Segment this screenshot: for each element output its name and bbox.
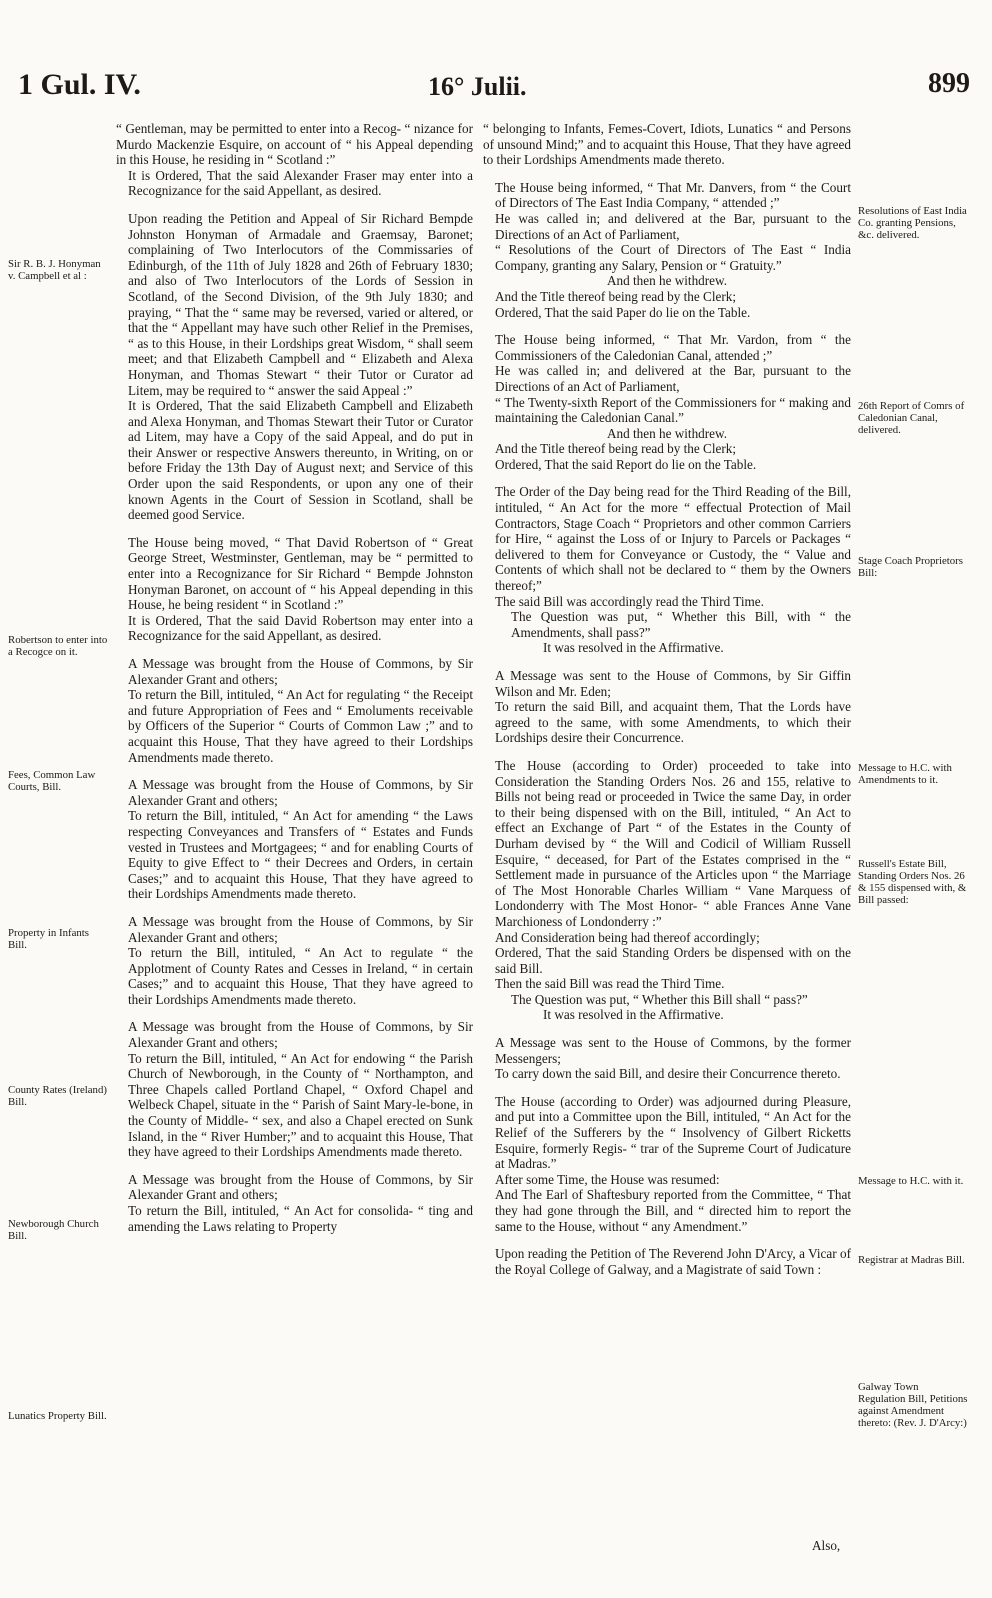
paragraph: The Question was put, “ Whether this Bill shall “ pass?” (511, 991, 808, 1007)
margin-note: Message to H.C. with Amendments to it. (858, 762, 952, 786)
paragraph: It is Ordered, That the said Alexander Fraser may enter into a Recognizance for the said Appellant, as desired. (128, 167, 473, 199)
paragraph: To return the said Bill, and acquaint them, That the Lords have agreed to the same, with some Amendments, to which their Lordships desire their Concurrence. (495, 699, 851, 746)
margin-note: 26th Report of Comrs of Caledonian Canal, delivered. (858, 400, 965, 436)
catchword: Also, (812, 1538, 841, 1553)
margin-note: Registrar at Madras Bill. (858, 1254, 965, 1266)
page-number: 899 (928, 68, 970, 99)
paragraph: A Message was brought from the House of Commons, by Sir Alexander Grant and others; (128, 777, 473, 808)
paragraph: And the Title thereof being read by the Clerk; (495, 288, 736, 304)
margin-note: Galway Town Regulation Bill, Petitions against Amendment thereto: (Rev. J. D'Arcy:) (858, 1381, 968, 1429)
margin-note: Russell's Estate Bill, Standing Orders Nos. 26 & 155 dispensed with, & Bill passed: (858, 858, 967, 906)
paragraph: The said Bill was accordingly read the Third Time. (495, 593, 764, 609)
header-left: 1 Gul. IV. (18, 68, 141, 101)
paragraph: The Order of the Day being read for the Third Reading of the Bill, intituled, “ An Act for the more “ effectual Protection of Mail Contractors, Stage Coach “ Proprietors and other common Carriers for Hire, “ against the Loss of or Injury to Parcels or Packages “ delivered to them for Conveyance or Custody, the “ Value and Contents of which shall not be declared to “ them by the Owners thereof;” (495, 484, 851, 594)
right-column (483, 121, 851, 1277)
paragraph: Ordered, That the said Paper do lie on the Table. (495, 304, 751, 320)
paragraph: Upon reading the Petition of The Reverend John D'Arcy, a Vicar of the Royal College of Galway, and a Magistrate of said Town : (495, 1246, 851, 1277)
paragraph: “ Resolutions of the Court of Directors of The East “ India Company, granting any Salary, Pension or “ Gratuity.” (495, 242, 851, 273)
margin-note: Resolutions of East India Co. granting Pensions, &c. delivered. (858, 205, 967, 241)
paragraph: Then the said Bill was read the Third Time. (495, 976, 725, 992)
paragraph: And then he withdrew. (606, 273, 727, 289)
paragraph: To return the Bill, intituled, “ An Act for consolida- “ ting and amending the Laws relating to Property (128, 1203, 473, 1234)
paragraph: He was called in; and delivered at the Bar, pursuant to the Directions of an Act of Parliament, (495, 210, 851, 242)
paragraph: The House (according to Order) proceeded to take into Consideration the Standing Orders Nos. 26 and 155, relative to Bills not being read or proceeded in Twice the same Day, in order to their being dispensed with on the Bill, intituled, “ An Act to effect an Exchange of Part “ of the Estates in the County of Durham devised by “ the Will and Codicil of William Russell Esquire, “ deceased, for Part of the Estates comprised in the “ Settlement made in pursuance of the Articles upon “ the Marriage of The Most Honorable Charles William “ Vane Marquess of Londonderry with The Most Honor- “ able Frances Anne Vane Marchioness of Londonderry :” (495, 757, 851, 929)
paragraph: A Message was brought from the House of Commons, by Sir Alexander Grant and others; (128, 913, 473, 945)
margin-note: County Rates (Ireland) Bill. (8, 1084, 107, 1108)
margin-note: Message to H.C. with it. (858, 1175, 964, 1187)
left-column (116, 121, 473, 1234)
paragraph: “ belonging to Infants, Femes-Covert, Idiots, Lunatics “ and Persons of unsound Mind;” and to acquaint this House, That they have agreed to their Lordships Amendments made thereto. (483, 121, 851, 168)
paragraph: To return the Bill, intituled, “ An Act for regulating “ the Receipt and future Appropriation of Fees and “ Emoluments receivable by Officers of the Superior “ Courts of Common Law ;” and to acquaint this House, That they have agreed to their Lordships Amendments made thereto. (128, 687, 473, 765)
paragraph: And the Title thereof being read by the Clerk; (495, 441, 736, 457)
paragraph: Upon reading the Petition and Appeal of Sir Richard Bempde Johnston Honyman of Armadale and Graemsay, Baronet; complaining of Two Interlocutors of the Commissaries of Edinburgh, of the 11th of July 1828 and 26th of February 1830; and also of Two Interlocutors of the Lords of Session in Scotland, of the Second Division, of the 9th July 1830; and praying, “ That the “ same may be reversed, varied or altered, or that the “ Appellant may have such other Relief in the Premises, “ as to this House, in their Lordships great Wisdom, “ shall seem meet; and that Elizabeth Campbell and “ Elizabeth and Alexa Honyman, and Thomas Stewart “ their Tutor or Curator ad Litem, may be required to “ answer the said Appeal :” (128, 210, 473, 398)
paragraph: Ordered, That the said Report do lie on the Table. (495, 456, 757, 472)
paragraph: It is Ordered, That the said Elizabeth Campbell and Elizabeth and Alexa Honyman, and Thomas Stewart their Tutor or Curator ad Litem, may have a Copy of the said Appeal, and do put in their Answer or respective Answers thereunto, in Writing, on or before Friday the 13th Day of August next; and Service of this Order upon the said Respondents, or upon any one of their known Agents in the Court of Session in Scotland, shall be deemed good Service. (128, 398, 473, 523)
paragraph: The House (according to Order) was adjourned during Pleasure, and put into a Committee upon the Bill, intituled, “ An Act for the Relief of the Sufferers by the “ Insolvency of Gilbert Ricketts Esquire, formerly Regis- “ trar of the Supreme Court of Judicature at Madras.” (495, 1093, 851, 1172)
paragraph: “ The Twenty-sixth Report of the Commissioners for “ making and maintaining the Caledonian Canal.” (495, 394, 851, 426)
paragraph: A Message was brought from the House of Commons, by Sir Alexander Grant and others; (128, 1019, 473, 1051)
paragraph: To return the Bill, intituled, “ An Act for endowing “ the Parish Church of Newborough, in the County of “ Northampton, and Three Chapels called Portland Chapel, “ Oxford Chapel and Welbeck Chapel, situate in the “ Parish of Saint Mary-le-bone, in the County of Middle- “ sex, and also a Chapel erected on Sunk Island, in the “ River Humber;” and to acquaint this House, That they have agreed to their Lordships Amendments made thereto. (128, 1050, 473, 1160)
paragraph: The Question was put, “ Whether this Bill, with “ the Amendments, shall pass?” (511, 609, 851, 640)
paragraph: The House being informed, “ That Mr. Danvers, from “ the Court of Directors of The East India Company, “ attended ;” (495, 179, 851, 211)
paragraph: Ordered, That the said Standing Orders be dispensed with on the said Bill. (495, 945, 851, 976)
paragraph: A Message was sent to the House of Commons, by Sir Giffin Wilson and Mr. Eden; (495, 668, 851, 699)
margin-note: Sir R. B. J. Honyman v. Campbell et al : (8, 258, 101, 282)
paragraph: A Message was sent to the House of Commons, by the former Messengers; (495, 1035, 851, 1066)
paragraph: It was resolved in the Affirmative. (543, 640, 724, 656)
paragraph: “ Gentleman, may be permitted to enter into a Recog- “ nizance for Murdo Mackenzie Esquire, on account of “ his Appeal depending in this House, he residing in “ Scotland :” (116, 121, 473, 168)
paragraph: To return the Bill, intituled, “ An Act to regulate “ the Applotment of County Rates and Cesses in Ireland, “ in certain Cases;” and to acquaint this House, That they have agreed to their Lordships Amendments made thereto. (128, 945, 473, 1007)
paragraph: And Consideration being had thereof accordingly; (495, 929, 760, 945)
margin-note: Stage Coach Proprietors Bill: (858, 555, 963, 579)
paragraph: To carry down the said Bill, and desire their Concurrence thereto. (495, 1066, 841, 1082)
paragraph: To return the Bill, intituled, “ An Act for amending “ the Laws respecting Conveyances and Transfers of “ Estates and Funds vested in Trustees and Mortgagees; “ and for enabling Courts of Equity to give Effect to “ their Decrees and Orders, in certain Cases;” and to acquaint this House, That they have agreed to their Lordships Amendments made thereto. (128, 808, 473, 902)
paragraph: The House being moved, “ That David Robertson of “ Great George Street, Westminster, Gentleman, may be “ permitted to enter into a Recognizance for Sir Richard “ Bempde Johnston Honyman Baronet, on account of “ his Appeal depending in this House, he being resident “ in Scotland :” (128, 534, 473, 613)
header-center: 16° Julii. (428, 72, 527, 101)
paragraph: After some Time, the House was resumed: (495, 1171, 720, 1187)
margin-note: Newborough Church Bill. (8, 1218, 99, 1242)
paragraph: A Message was brought from the House of Commons, by Sir Alexander Grant and others; (128, 656, 473, 687)
paragraph: He was called in; and delivered at the Bar, pursuant to the Directions of an Act of Parliament, (495, 363, 851, 394)
margin-note: Property in Infants Bill. (8, 927, 89, 951)
paragraph: And The Earl of Shaftesbury reported from the Committee, “ That they had gone through the Bill, and “ directed him to report the same to the House, without “ any Amendment.” (495, 1187, 851, 1234)
margin-note: Robertson to enter into a Recogce on it. (8, 634, 108, 658)
paragraph: And then he withdrew. (606, 425, 727, 441)
paragraph: The House being informed, “ That Mr. Vardon, from “ the Commissioners of the Caledonian Canal, attended ;” (495, 332, 851, 363)
paragraph: It was resolved in the Affirmative. (543, 1007, 724, 1023)
margin-note: Fees, Common Law Courts, Bill. (8, 769, 96, 793)
paragraph: A Message was brought from the House of Commons, by Sir Alexander Grant and others; (128, 1171, 473, 1203)
margin-note: Lunatics Property Bill. (8, 1410, 107, 1422)
paragraph: It is Ordered, That the said David Robertson may enter into a Recognizance for the said Appellant, as desired. (128, 612, 473, 644)
